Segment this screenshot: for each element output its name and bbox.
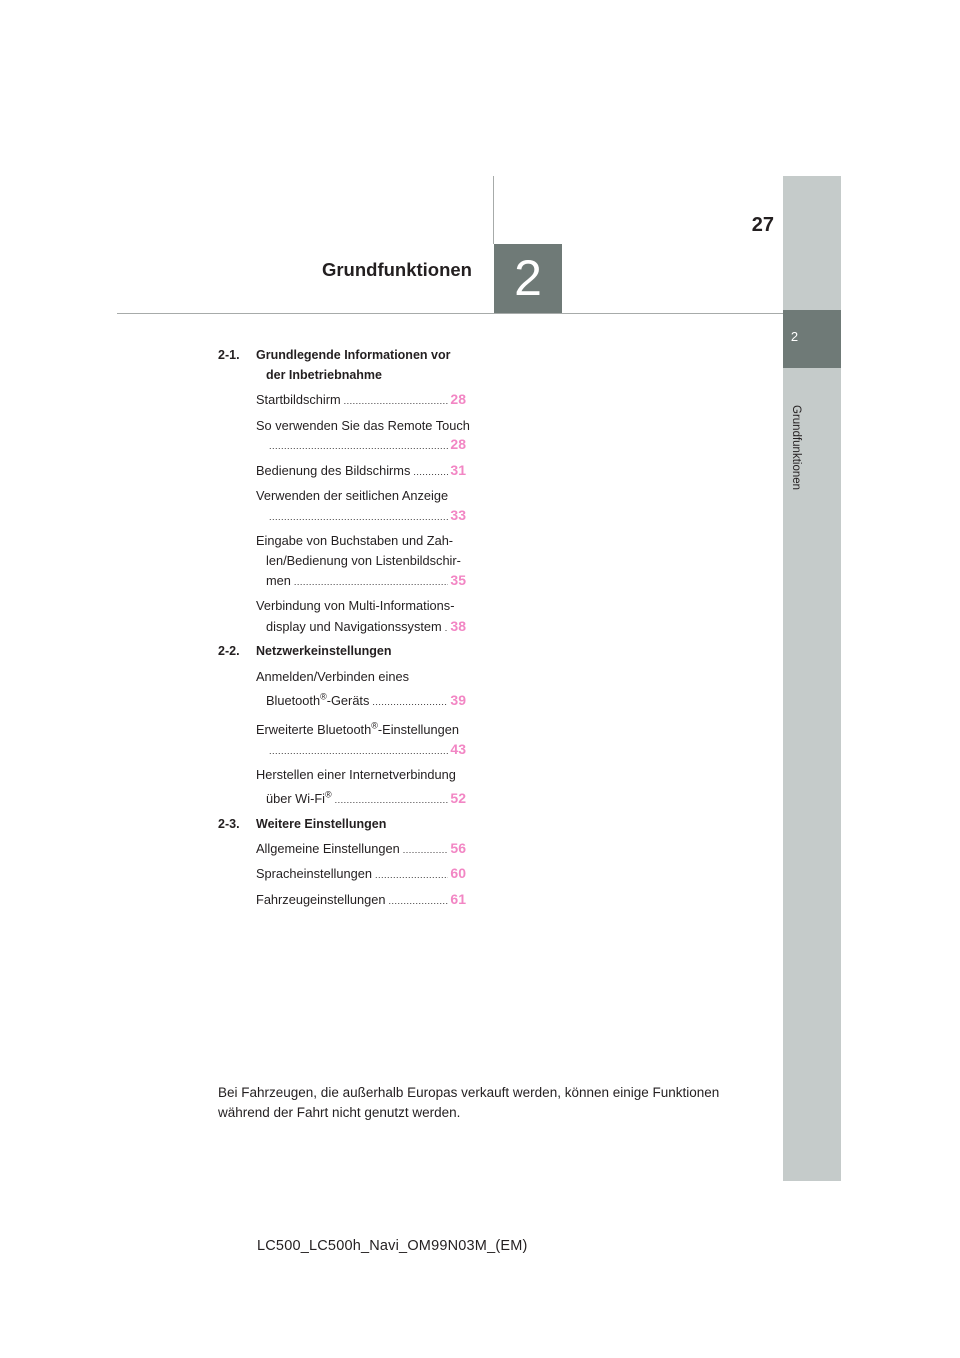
toc-entry-startbildschirm[interactable]	[256, 391, 466, 407]
section-title-continued: der Inbetriebnahme	[266, 368, 382, 382]
toc-entry-label: Erweiterte Bluetooth	[256, 722, 372, 737]
toc-entry-label: Anmelden/Verbinden eines	[256, 669, 409, 684]
toc-page-link[interactable]: 33	[450, 507, 466, 523]
toc-entry-label: Spracheinstellungen	[256, 866, 372, 881]
toc-page-link[interactable]: 56	[450, 840, 466, 856]
toc-entry-label: Fahrzeugeinstellungen	[256, 892, 386, 907]
toc-entry-seitliche-anzeige[interactable]	[256, 507, 466, 523]
toc-entry-label: Allgemeine Einstellungen	[256, 841, 400, 856]
toc-entry-label: So verwenden Sie das Remote Touch	[256, 418, 470, 433]
section-number: 2-3.	[218, 817, 240, 831]
toc-page-link[interactable]: 43	[450, 741, 466, 757]
toc-entry-label: Bedienung des Bildschirms	[256, 463, 411, 478]
toc-entry-label: Startbildschirm	[256, 392, 341, 407]
section-title: Weitere Einstellungen	[256, 817, 387, 831]
toc-page-link[interactable]: 52	[450, 790, 466, 806]
toc-entry-label: Verwenden der seitlichen Anzeige	[256, 488, 449, 503]
toc-section-heading	[218, 348, 450, 362]
toc-entry-label: -Geräts	[326, 693, 370, 708]
toc-entry-fahrzeugeinstellungen[interactable]	[256, 891, 466, 907]
section-title: Grundlegende Informationen vor	[256, 348, 451, 362]
section-number: 2-1.	[218, 348, 240, 362]
registered-mark: ®	[320, 691, 327, 702]
toc-entry-wifi[interactable]	[266, 790, 466, 806]
toc-page-link[interactable]: 35	[450, 572, 466, 588]
toc-page-link[interactable]: 28	[450, 436, 466, 452]
toc-page-link[interactable]: 61	[450, 891, 466, 907]
toc-entry-spracheinstellungen[interactable]	[256, 865, 466, 881]
toc-section-heading	[218, 817, 386, 831]
toc-page-link[interactable]: 38	[450, 618, 466, 634]
registered-mark: ®	[371, 720, 378, 731]
chapter-title: Grundfunktionen	[321, 259, 472, 280]
chapter-note: Bei Fahrzeugen, die außerhalb Europas verkauft werden, können einige Funktionen während der Fahrt nicht genutzt werden.	[218, 1085, 720, 1120]
registered-mark: ®	[325, 789, 332, 800]
toc-entry-bedienung-bildschirm[interactable]	[256, 462, 466, 478]
toc-section-heading	[218, 644, 391, 658]
toc-entry-label: Eingabe von Buchstaben und Zah-	[256, 533, 454, 548]
toc-entry-bluetooth-einstellungen[interactable]	[256, 741, 466, 757]
toc-page-link[interactable]: 39	[450, 692, 466, 708]
toc-entry-label: Herstellen einer Internetverbindung	[256, 767, 456, 782]
toc-entry-eingabe-buchstaben[interactable]	[266, 572, 466, 588]
toc-entry-label: Verbindung von Multi-Informations-	[256, 598, 455, 613]
toc-page-link[interactable]: 31	[450, 462, 466, 478]
chapter-number: 2	[514, 250, 542, 306]
toc-page-link[interactable]: 28	[450, 391, 466, 407]
footer-document-code: LC500_LC500h_Navi_OM99N03M_(EM)	[257, 1238, 528, 1254]
toc-entry-bluetooth-einstellungen-label	[256, 722, 459, 737]
toc-entry-multi-information[interactable]	[266, 618, 466, 634]
toc-entry-label: Bluetooth	[266, 693, 321, 708]
header-divider	[117, 313, 783, 314]
toc-entry-label: über Wi-Fi	[266, 791, 326, 806]
toc-entry-label: display und Navigationssystem	[266, 619, 442, 634]
toc-entry-label: len/Bedienung von Listenbildschir-	[266, 553, 461, 568]
toc-entry-bluetooth-geraet[interactable]	[266, 692, 466, 708]
toc-entry-remote-touch[interactable]	[256, 436, 466, 452]
toc-entry-allgemeine-einstellungen[interactable]	[256, 840, 466, 856]
page-number: 27	[751, 214, 774, 236]
section-title: Netzwerkeinstellungen	[256, 644, 392, 658]
side-tab-number: 2	[790, 329, 799, 344]
section-number: 2-2.	[218, 644, 240, 658]
side-tab-label: Grundfunktionen	[790, 405, 802, 491]
toc-entry-label: men	[266, 573, 291, 588]
header-divider-vertical	[493, 176, 494, 244]
toc-entry-label: -Einstellungen	[377, 722, 459, 737]
toc-page-link[interactable]: 60	[450, 865, 466, 881]
